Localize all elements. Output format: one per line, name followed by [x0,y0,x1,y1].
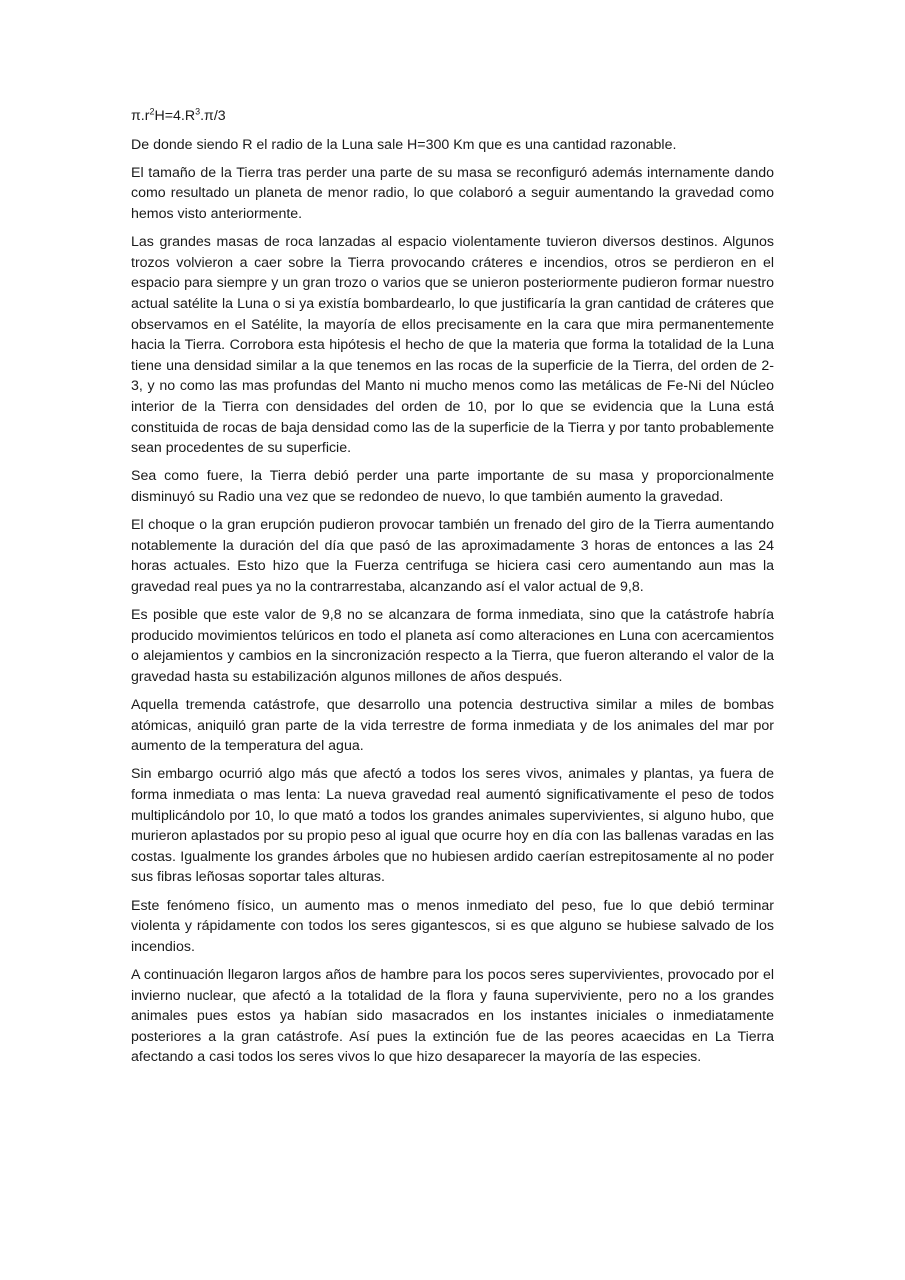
paragraph-physical-phenomenon: Este fenómeno físico, un aumento mas o menos inmediato del peso, fue lo que debió terminar violenta y rápidamente con todos los seres gigantescos, si es que alguno se hubiese salvado de los incendios. [131,897,774,955]
formula-part-mid: H=4.R [154,108,196,124]
formula-line [131,106,774,127]
paragraph-rock-masses: Las grandes masas de roca lanzadas al espacio violentamente tuvieron diversos destinos. Algunos trozos volvieron a caer sobre la Tierra provocando cráteres e incendios, otros se perdieron en el espacio para siempre y un gran trozo o varios que se unieron posteriormente pudieron formar nuestro actual satélite la Luna o si ya existía bombardearlo, lo que justificaría la gran cantidad de cráteres que observamos en el Satélite, la mayoría de ellos precisamente en la cara que mira permanentemente hacia la Tierra. Corrobora esta hipótesis el hecho de que la materia que forma la totalidad de la Luna tiene una densidad similar a la que tenemos en las rocas de la superficie de la Tierra, del orden de 2-3, y no como las mas profundas del Manto ni mucho menos como las metálicas de Fe-Ni del Núcleo interior de la Tierra con densidades del orden de 10, por lo que se evidencia que la Luna está constituida de rocas de baja densidad como las de la superficie de la Tierra y por tanto probablemente sean procedentes de su superficie. [131,234,774,457]
paragraph-extinction: A continuación llegaron largos años de hambre para los pocos seres supervivientes, provocado por el invierno nuclear, que afectó a la totalidad de la flora y fauna superviviente, pero no a los grandes animales pues estos ya habían sido masacrados en los instantes iniciales o inmediatamente posteriores a la gran catástrofe. Así pues la extinción fue de las peores acaecidas en La Tierra afectando a casi todos los seres vivos lo que hizo desaparecer la mayoría de las especies. [131,966,774,1066]
paragraph-catastrophe: Aquella tremenda catástrofe, que desarrollo una potencia destructiva similar a miles de bombas atómicas, aniquiló gran parte de la vida terrestre de forma inmediata y de los animales del mar por aumento de la temperatura del agua. [131,697,774,755]
paragraph-moon-radius: De donde siendo R el radio de la Luna sale H=300 Km que es una cantidad razonable. [131,136,677,153]
formula-exponent-cube: 3 [195,106,201,117]
formula-part-pi: π.r [131,108,150,124]
paragraph-rotation-braking: El choque o la gran erupción pudieron provocar también un frenado del giro de la Tierra aumentando notablemente la duración del día que pasó de las aproximadamente 3 horas de entonces a las 24 horas actuales. Esto hizo que la Fuerza centrifuga se hiciera casi cero aumentando aun mas la gravedad real pues ya no la contrarrestaba, alcanzando así el valor actual de 9,8. [131,517,774,595]
paragraph-earth-size: El tamaño de la Tierra tras perder una parte de su masa se reconfiguró además internamente dando como resultado un planeta de menor radio, lo que colaboró a seguir aumentando la gravedad como hemos visto anteriormente. [131,164,774,222]
paragraph-weight-increase: Sin embargo ocurrió algo más que afectó a todos los seres vivos, animales y plantas, ya fuera de forma inmediata o mas lenta: La nueva gravedad real aumentó significativamente el peso de todos multiplicándolo por 10, lo que mató a todos los grandes animales supervivientes, si alguno hubo, que murieron aplastados por su propio peso al igual que ocurre hoy en día con las ballenas varadas en las costas. Igualmente los grandes árboles que no hubiesen ardido caerían estrepitosamente al no poder sus fibras leñosas soportar tales alturas. [131,766,774,886]
paragraph-gravity-stabilization: Es posible que este valor de 9,8 no se alcanzara de forma inmediata, sino que la catástrofe habría producido movimientos telúricos en todo el planeta así como alteraciones en Luna con acercamientos o alejamientos y cambios en la sincronización respecto a la Tierra, que fueron alterando el valor de la gravedad hasta su estabilización algunos millones de años después. [131,607,774,685]
formula-exponent-square: 2 [149,106,155,117]
paragraph-mass-loss: Sea como fuere, la Tierra debió perder una parte importante de su masa y proporcionalmente disminuyó su Radio una vez que se redondeo de nuevo, lo que también aumento la gravedad. [131,468,774,505]
formula-part-tail: .π/3 [200,108,226,124]
